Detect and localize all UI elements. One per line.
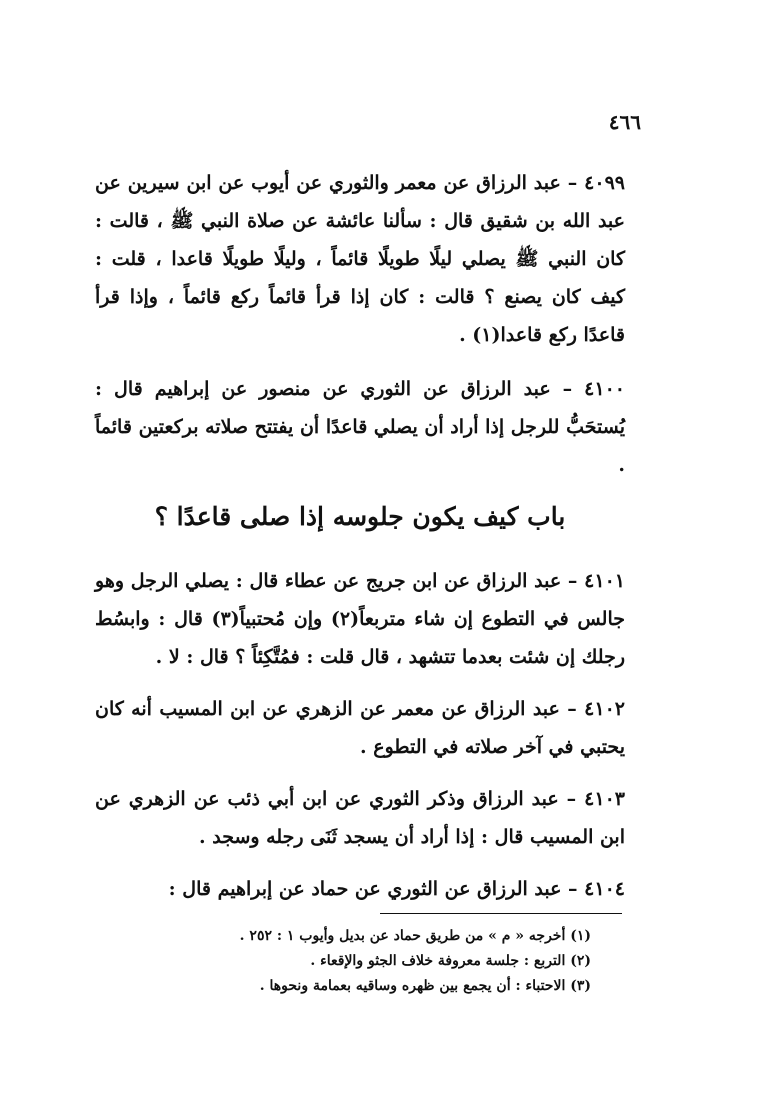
footnotes [171,924,591,999]
hadith-4100: ٤١٠٠ – عبد الرزاق عن الثوري عن منصور عن إبراهيم قال : يُستحَبُّ للرجل إذا أراد أن يصلي قاعدًا أن يفتتح صلاته بركعتين قائماً . [95,378,625,476]
hadith-4103: ٤١٠٣ – عبد الرزاق وذكر الثوري عن ابن أبي ذئب عن الزهري عن ابن المسيب قال : إذا أراد أن يسجد ثَنَى رجله وسجد . [95,788,625,848]
page-number: ٤٦٦ [608,110,641,134]
hadith-block-top [95,164,625,484]
footnote-divider [380,913,622,914]
hadith-4101: ٤١٠١ – عبد الرزاق عن ابن جريج عن عطاء قال : يصلي الرجل وهو جالس في التطوع إن شاء متربعاً(٢) وإن مُحتبياً(٣) قال : وابسُط رجلك إن شئت بعدما تتشهد ، قال قلت : فمُتَّكِئاً ؟ قال : لا . [95,570,625,668]
hadith-4099: ٤٠٩٩ – عبد الرزاق عن معمر والثوري عن أيوب عن ابن سيرين عن عبد الله بن شقيق قال : سألنا عائشة عن صلاة النبي ﷺ ، قالت : كان النبي ﷺ يصلي ليلًا طويلًا قائماً ، وليلًا طويلًا قاعدا ، قلت : كيف كان يصنع ؟ قالت : كان إذا قرأ قائماً ركع قائماً ، وإذا قرأ قاعدًا ركع قاعدا(١) . [95,172,625,346]
hadith-4102: ٤١٠٢ – عبد الرزاق عن معمر عن الزهري عن ابن المسيب أنه كان يحتبي في آخر صلاته في التطوع . [95,698,625,758]
hadith-4104: ٤١٠٤ – عبد الرزاق عن الثوري عن حماد عن إبراهيم قال : [168,878,625,900]
footnote-1: (١) أخرجه « م » من طريق حماد عن بديل وأيوب ١ : ٢٥٢ . [239,928,591,944]
hadith-block-bottom [95,562,625,908]
footnote-3: (٣) الاحتباء : أن يجمع بين ظهره وساقيه بعمامة ونحوها . [259,978,591,994]
footnote-2: (٢) التربع : جلسة معروفة خلاف الجثو والإقعاء . [310,953,591,969]
chapter-heading: باب كيف يكون جلوسه إذا صلى قاعدًا ؟ [154,502,566,531]
